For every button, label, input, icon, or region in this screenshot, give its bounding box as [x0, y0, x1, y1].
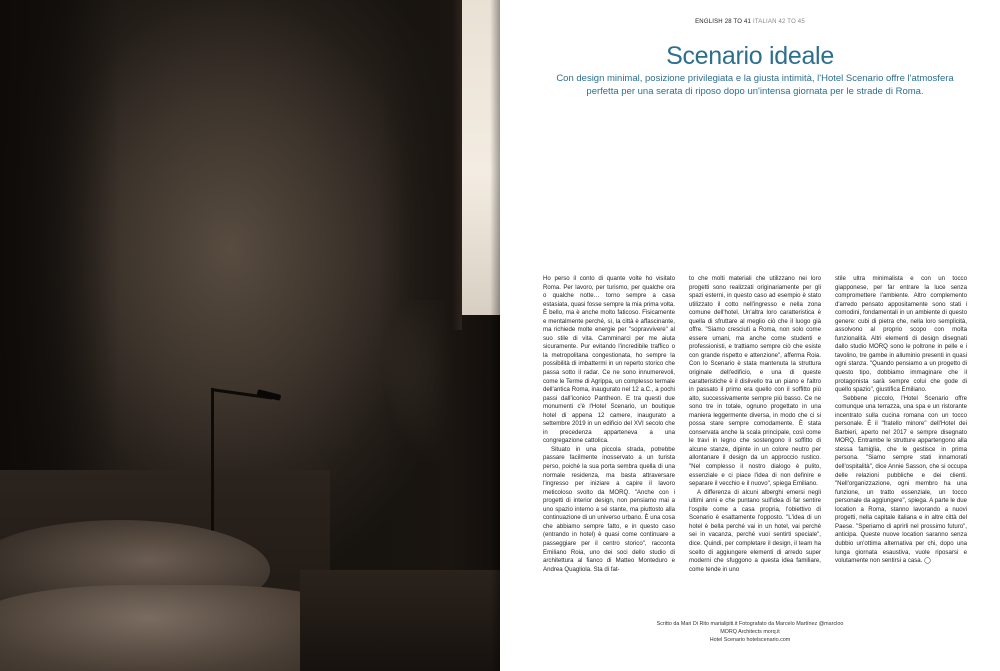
body-paragraph: Sebbene piccolo, l'Hotel Scenario offre comunque una terrazza, una spa e un ristorante incentrato sulla cucina romana con un tocco personale. È il "fratello minore" dell'Hotel dei Barbieri, aperto nel 2017 e sempre disegnato MORQ. Entrambe le strutture appartengono alla stessa famiglia, che le gestisce in prima persona. "Siamo sempre stati innamorati dell'ospitalità", dice Annie Sasson, che si occupa delle relazioni pubbliche e dei clienti. "Nell'organizzazione, ogni membro ha una funzione, un tratto essenziale, un tocco personale da aggiungere", spiega. A parte le due location a Roma, stanno lavorando a nuovi progetti, nella capitale italiana e in altre città del Paese. "Speriamo di aprirli nel prossimo futuro", anticipa. Queste nuove location saranno senza dubbio un'ottima alternativa per chi, dopo una lunga giornata esaustiva, vuole riposarsi e volutamente non sentirsi a casa. ◯: [835, 394, 967, 565]
credits-architects: MORQ Architects morq.it: [720, 629, 780, 635]
body-paragraph: to che molti materiali che utilizzano nei loro progetti sono realizzati originariamente per gli spazi esterni, in questo caso ad esempio è stato utilizzato il cotto nell'ingresso e nella zona comune dell'hotel. Un'altra loro caratteristica è quella di sfruttare al meglio ciò che il luogo già offre. "Siamo cresciuti a Roma, non solo come essere umani, ma anche come studenti e professionisti, e trattiamo sempre ciò che esiste con grande rispetto e attenzione", afferma Roia. Con lo Scenario è stata mantenuta la struttura originale dell'edificio, e una di queste caratteristiche è il dislivello tra un piano e l'altro in passato il primo era quello con il soffitto più alto, successivamente sempre più basso. Ce ne sono tre in totale, ognuno progettato in una maniera leggermente diversa, in modo che ci si possa stare sempre comodamente. È stata conservata anche la scala principale, così come le travi in legno che sostengono il soffitto di alcune stanze, dipinte in un colore neutro per allontanare il design da un approccio rustico. "Nel complesso il nostro dialogo è pulito, essenziale e ci piace l'idea di non definire e separare il vecchio e il nuovo", spiega Emiliano.: [689, 275, 821, 488]
article-title: Scenario ideale: [666, 42, 834, 70]
body-paragraph: A differenza di alcuni alberghi emersi negli ultimi anni e che puntano sull'idea di far sentire l'ospite come a casa propria, l'obiettivo di Scenario è esattamente l'opposto. "L'idea di un hotel è bella perché vai in un hotel, vai perché sei in vacanza, perché vuoi sentirti speciale", dice. Quindi, per completare il design, il team ha scelto di aggiungere elementi di arredo super moderni che sfuggono a questa idea familiare, come tende in uno: [689, 488, 821, 573]
body-paragraph: Ho perso il conto di quante volte ho visitato Roma. Per lavoro, per turismo, per qualche ora o qualche notte… torno sempre a casa estasiata, quasi fosse sempre la mia prima volta. È bello, ma è anche molto faticoso. Fisicamente e mentalmente perché, sì, la città è affascinante, ma richiede molte energie per "sopravvivere" al suo stile di vita. Camminarci per me aiuta sicuramente. Pur evitando l'incredibile traffico o la metropolitana congestionata, ho sempre la possibilità di imbattermi in un reperto storico che passa sotto il radar. Ce ne sono innumerevoli, come le Terme di Agrippa, un complesso termale dell'antica Roma, inaugurato nel 12 a.C., a pochi passi dall'iconico Pantheon. E tra questi due monumenti c'è l'Hotel Scenario, un boutique hotel di appena 12 camere, inaugurato a settembre 2019 in un edificio del XVI secolo che in precedenza apparteneva a una congregazione cattolica.: [543, 275, 675, 445]
photo-nightstand: [300, 570, 500, 671]
photo-lamp-stem: [211, 388, 214, 548]
photo-window-frame: [452, 0, 462, 330]
article-standfirst: Con design minimal, posizione privilegiata e la giusta intimità, l'Hotel Scenario offre l'atmosfera perfetta per una serata di riposo dopo un'intensa giornata per le strade di Roma.: [556, 73, 954, 97]
page-gutter: [490, 0, 500, 671]
credits-hotel: Hotel Scenario hotelscenario.com: [709, 637, 791, 643]
running-head-italian: ITALIAN 42 TO 45: [752, 19, 805, 25]
body-column-2: [689, 275, 821, 615]
body-paragraph: Situato in una piccola strada, potrebbe passare facilmente inosservato a un turista perso, poiché la sua porta sembra quella di una normale residenza, ma basta attraversare l'ingresso per iniziare a capire il lavoro meticoloso svolto da MORQ. "Anche con i progetti di interior design, non pensiamo mai a uno spazio interno a sé stante, ma piuttosto alla continuazione di un universo urbano. È una cosa che abbiamo sempre fatto, e in questo caso (entrando in hotel) è quasi come continuare a passeggiare per il centro storico", racconta Emiliano Roia, uno dei soci dello studio di architettura al fianco di Matteo Monteduro e Andrea Quagliola. Sta di fat-: [543, 445, 675, 573]
article-body: [543, 275, 967, 615]
running-head: [500, 19, 1000, 25]
running-head-english: ENGLISH 28 TO 41: [695, 19, 752, 25]
article-page: [500, 0, 1000, 671]
body-column-1: [543, 275, 675, 615]
body-column-3: [835, 275, 967, 615]
article-credits: [500, 620, 1000, 644]
credits-author-photographer: Scritto da Mari Di Rito marialipiti.it Fotografato da Marcelo Martínez @marcloo: [656, 621, 844, 627]
body-paragraph: stile ultra minimalista e con un tocco giapponese, per far entrare la luce senza compromettere l'ambiente. Altro complemento d'arredo pensato appositamente sono stati i comodini, fondamentali in un ambiente di questo genere: cubi di pietra che, nella loro semplicità, assolvono al proprio scopo con molta funzionalità. Altri elementi di design disegnati dallo studio MORQ sono le poltrone in pelle e i tavolino, tre gambe in alluminio presenti in quasi ogni stanza. "Quando pensiamo a un progetto di questo tipo, dobbiamo immaginare che il protagonista sarà sempre colui che gode di quello spazio", giustifica Emiliano.: [835, 275, 967, 394]
